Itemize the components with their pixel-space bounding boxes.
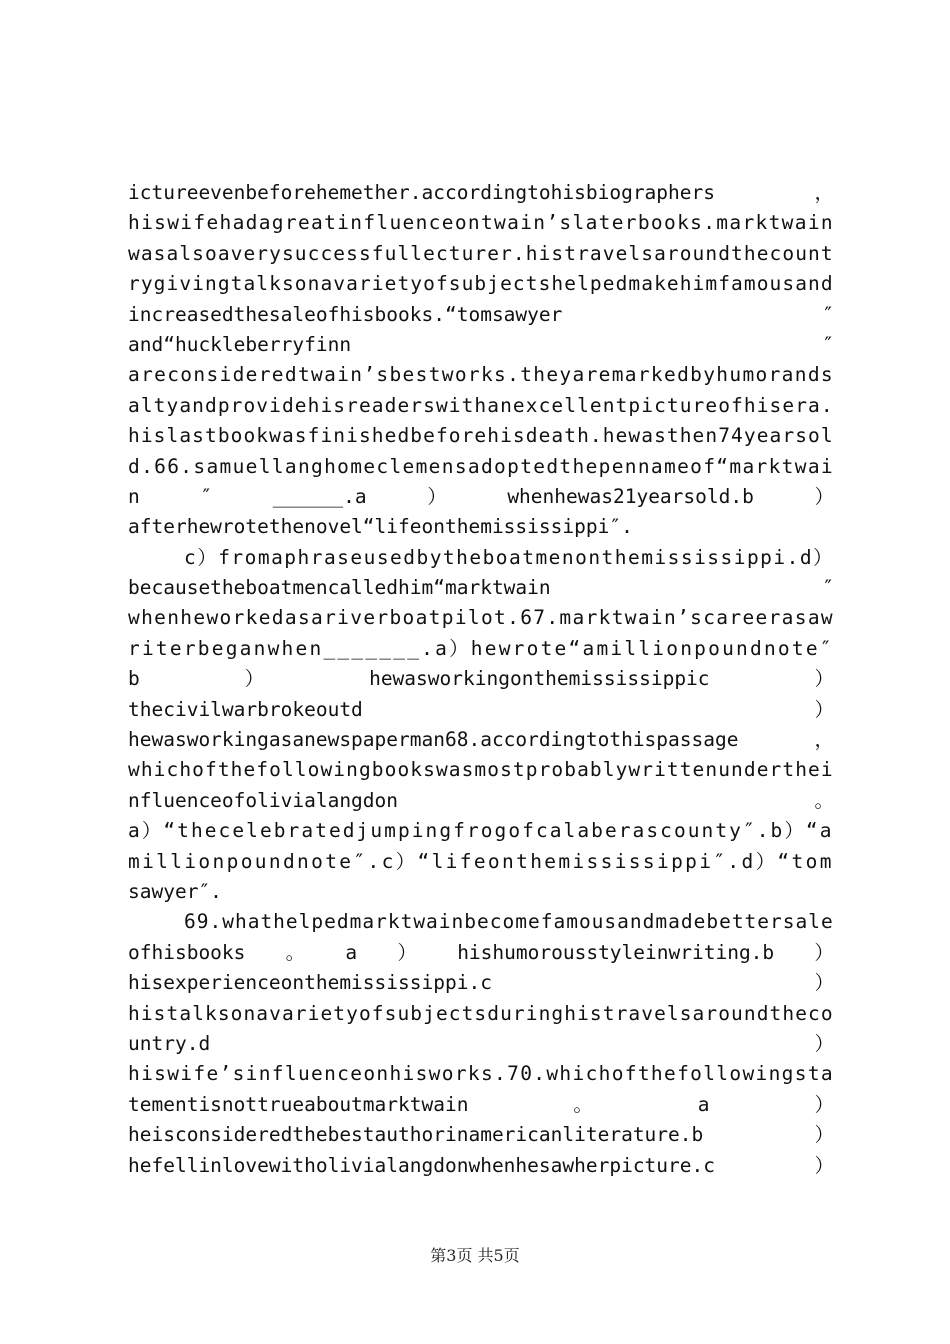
- text-line: [128, 1029, 834, 1059]
- text-segment: hisexperienceonthemississippi.c: [128, 971, 492, 995]
- text-line: [128, 1120, 834, 1150]
- text-segment: b: [128, 667, 140, 691]
- body-text: [128, 178, 834, 1181]
- text-segment: c）fromaphraseusedbytheboatmenonthemississippi.d）: [184, 545, 835, 569]
- text-line: [128, 269, 834, 299]
- text-segment: ）: [814, 1092, 834, 1116]
- text-segment: ）: [814, 971, 834, 995]
- text-line: [128, 603, 834, 633]
- text-segment: riterbeganwhen_______.a）hewrote“amillionpoundnote″: [128, 636, 834, 660]
- text-segment: millionpoundnote″.c）“lifeonthemississippi″.d）“tom: [128, 849, 834, 873]
- text-segment: and“huckleberryfinn: [128, 332, 352, 356]
- text-segment: 。: [814, 788, 834, 812]
- text-segment: untry.d: [128, 1031, 211, 1055]
- text-segment: hislastbookwasfinishedbeforehisdeath.hewasthen74yearsol: [128, 424, 834, 448]
- text-segment: n: [128, 484, 140, 508]
- text-line: [128, 452, 834, 482]
- text-line: [128, 968, 834, 998]
- text-line: [128, 1090, 834, 1120]
- text-segment: becausetheboatmencalledhim“marktwain: [128, 576, 551, 600]
- text-segment: sawyer″.: [128, 879, 222, 903]
- text-segment: histalksonavarietyofsubjectsduringhistravelsaroundtheco: [128, 1001, 834, 1025]
- text-segment: hewasworkingonthemississippic: [369, 667, 710, 691]
- text-segment: ______.a: [272, 484, 367, 508]
- text-segment: 69.whathelpedmarktwainbecomefamousandmadebettersale: [184, 910, 834, 934]
- text-line: [128, 239, 834, 269]
- text-segment: ）: [427, 484, 447, 508]
- text-line: [128, 755, 834, 785]
- text-line: [128, 482, 834, 512]
- text-line: [128, 816, 834, 846]
- text-segment: hishumorousstyleinwriting.b: [457, 940, 775, 964]
- text-line: [128, 907, 834, 937]
- text-segment: afterhewrotethenovel“lifeonthemississippi″.: [128, 515, 633, 539]
- text-segment: ″: [822, 302, 834, 326]
- text-segment: ）: [397, 940, 417, 964]
- text-segment: 。: [285, 940, 306, 964]
- text-segment: ）: [244, 667, 265, 691]
- text-segment: hiswife’sinfluenceonhisworks.70.whichofthefollowingsta: [128, 1062, 834, 1086]
- text-segment: a: [345, 940, 358, 964]
- text-segment: hiswifehadagreatinfluenceontwain’slaterbooks.marktwain: [128, 211, 834, 235]
- text-segment: whenhewas21yearsold.b: [507, 484, 754, 508]
- text-segment: whichofthefollowingbookswasmostprobablywrittenunderthei: [128, 758, 834, 782]
- text-line: [128, 695, 834, 725]
- text-line: [128, 664, 834, 694]
- text-segment: ictureevenbeforehemether.accordingtohisbiographers: [128, 181, 715, 204]
- text-line: [128, 847, 834, 877]
- text-line: [128, 938, 834, 968]
- text-line: [128, 573, 834, 603]
- text-segment: areconsideredtwain’sbestworks.theyaremarkedbyhumorands: [128, 363, 834, 387]
- text-line: [128, 391, 834, 421]
- text-segment: d.66.samuellanghomeclemensadoptedthepennameof“marktwai: [128, 454, 834, 478]
- text-segment: ，: [814, 728, 834, 752]
- text-segment: thecivilwarbrokeoutd: [128, 697, 363, 721]
- text-segment: ，: [814, 181, 834, 204]
- text-line: [128, 512, 834, 542]
- text-segment: ）: [814, 697, 834, 721]
- text-segment: tementisnottrueaboutmarktwain: [128, 1092, 469, 1116]
- text-segment: wasalsoaverysuccessfullecturer.histravelsaroundthecount: [128, 241, 834, 265]
- text-segment: 。: [573, 1092, 593, 1116]
- text-line: [128, 1059, 834, 1089]
- text-segment: ）: [814, 1031, 834, 1055]
- text-segment: rygivingtalksonavarietyofsubjectshelpedmakehimfamousand: [128, 272, 834, 296]
- text-segment: hewasworkingasanewspaperman68.accordingtothispassage: [128, 728, 739, 752]
- text-line: [128, 725, 834, 755]
- text-segment: a）“thecelebratedjumpingfrogofcalaberascounty″.b）“a: [128, 819, 834, 843]
- text-segment: whenheworkedasariverboatpilot.67.marktwain’scareerasaw: [128, 606, 834, 630]
- text-segment: ″: [822, 576, 834, 600]
- text-segment: hefellinlovewitholivialangdonwhenhesawherpicture.c: [128, 1153, 715, 1177]
- text-line: [128, 634, 834, 664]
- text-segment: ″: [822, 332, 834, 356]
- text-segment: increasedthesaleofhisbooks.“tomsawyer: [128, 302, 563, 326]
- page-footer: 第3页 共5页: [430, 1246, 520, 1265]
- text-line: [128, 786, 834, 816]
- text-line: [128, 877, 834, 907]
- text-line: [128, 300, 834, 330]
- text-segment: ）: [814, 1153, 834, 1177]
- text-segment: ″: [200, 484, 213, 508]
- text-segment: altyandprovidehisreaderswithanexcellentpictureofhisera.: [128, 393, 834, 417]
- text-line: [128, 360, 834, 390]
- text-line: [128, 208, 834, 238]
- text-segment: ）: [814, 484, 834, 508]
- text-segment: heisconsideredthebestauthorinamericanliterature.b: [128, 1123, 704, 1147]
- text-line: [128, 543, 834, 573]
- text-line: [128, 330, 834, 360]
- text-segment: ofhisbooks: [128, 940, 246, 964]
- text-segment: ）: [814, 1123, 834, 1147]
- text-segment: ）: [814, 940, 834, 964]
- text-segment: nfluenceofolivialangdon: [128, 788, 399, 812]
- text-segment: ）: [814, 667, 834, 691]
- text-line: [128, 999, 834, 1029]
- text-line: [128, 1151, 834, 1181]
- text-segment: a: [697, 1092, 710, 1116]
- text-line: [128, 178, 834, 208]
- text-line: [128, 421, 834, 451]
